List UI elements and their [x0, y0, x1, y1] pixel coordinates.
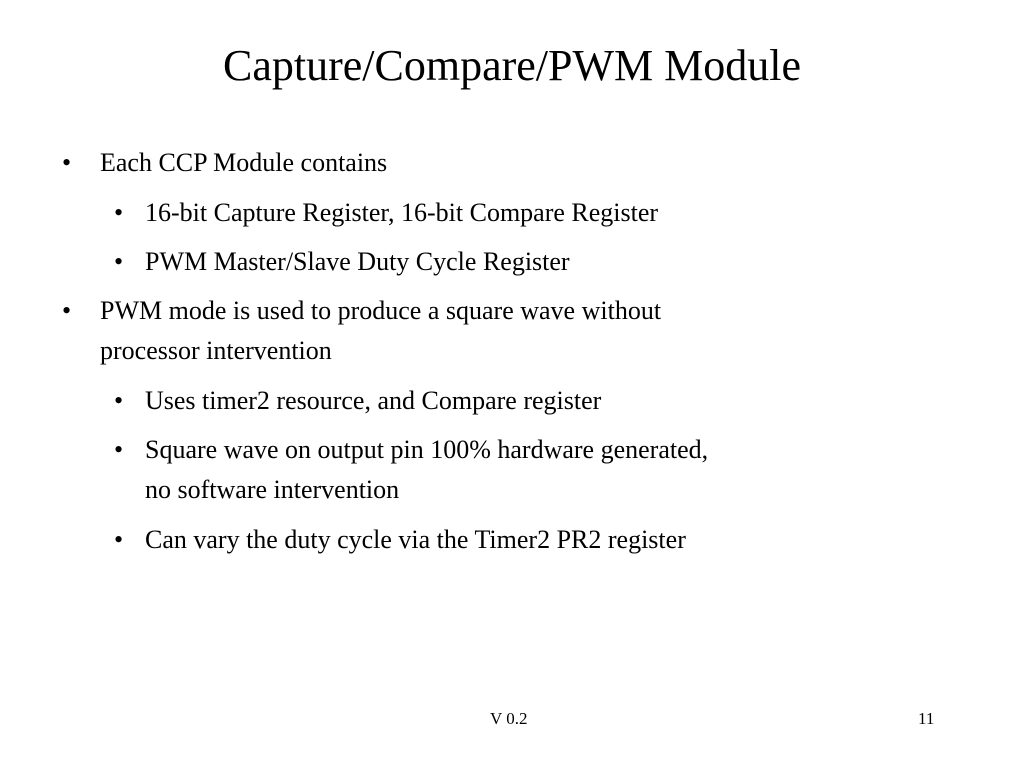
bullet-icon: •	[114, 525, 124, 554]
sub-bullet-item	[114, 242, 570, 282]
sub-bullet-text-line: no software intervention	[145, 475, 400, 504]
bullet-item	[62, 291, 661, 371]
sub-bullet-item	[114, 430, 708, 510]
bullet-icon: •	[114, 435, 124, 464]
bullet-icon: •	[114, 198, 124, 227]
sub-bullet-text: Uses timer2 resource, and Compare register	[145, 386, 602, 415]
sub-bullet-text: 16-bit Capture Register, 16-bit Compare Register	[145, 198, 659, 227]
sub-bullet-text-line: Square wave on output pin 100% hardware generated,	[145, 435, 709, 464]
bullet-icon: •	[114, 247, 124, 276]
bullet-text-line: PWM mode is used to produce a square wave without	[100, 296, 662, 325]
bullet-icon: •	[114, 386, 124, 415]
sub-bullet-text: PWM Master/Slave Duty Cycle Register	[145, 247, 570, 276]
bullet-text-line: processor intervention	[100, 336, 332, 365]
bullet-icon: •	[62, 296, 72, 325]
bullet-item	[62, 143, 387, 183]
sub-bullet-item	[114, 381, 601, 421]
slide-title: Capture/Compare/PWM Module	[222, 41, 801, 90]
bullet-text: Each CCP Module contains	[100, 148, 388, 177]
footer-page-number: 11	[918, 709, 935, 728]
footer-version: V 0.2	[490, 709, 528, 728]
sub-bullet-item	[114, 520, 686, 560]
sub-bullet-item	[114, 193, 658, 233]
sub-bullet-text: Can vary the duty cycle via the Timer2 PR2 register	[145, 525, 686, 554]
bullet-icon: •	[62, 148, 72, 177]
